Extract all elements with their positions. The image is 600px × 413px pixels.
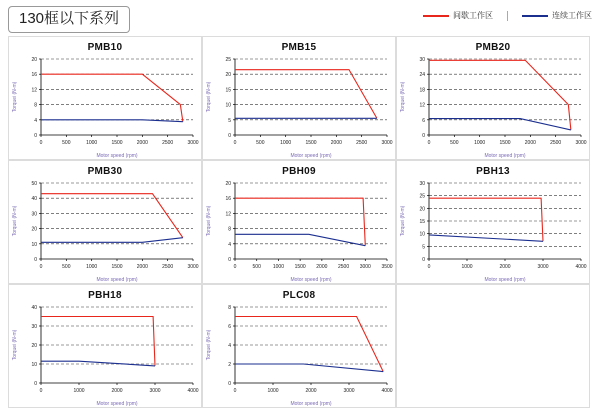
svg-text:12: 12 xyxy=(419,102,425,109)
svg-text:1500: 1500 xyxy=(111,140,123,146)
chart-cell-plc08 xyxy=(202,284,396,408)
svg-text:1000: 1000 xyxy=(86,264,98,270)
chart-plot xyxy=(9,161,203,285)
svg-text:3000: 3000 xyxy=(187,264,199,270)
svg-text:30: 30 xyxy=(31,211,37,218)
svg-text:4000: 4000 xyxy=(187,388,199,394)
svg-text:Torquei (N-m): Torquei (N-m) xyxy=(400,81,406,113)
chart-cell-pmb10 xyxy=(8,36,202,160)
svg-text:16: 16 xyxy=(31,72,37,79)
svg-text:4: 4 xyxy=(228,241,231,248)
svg-text:Motor speed (rpm): Motor speed (rpm) xyxy=(290,153,332,159)
svg-text:12: 12 xyxy=(31,87,37,94)
svg-text:Torquei (N-m): Torquei (N-m) xyxy=(12,81,18,113)
svg-text:0: 0 xyxy=(228,381,231,387)
svg-text:10: 10 xyxy=(31,362,37,368)
chart-title: PMB30 xyxy=(87,166,123,177)
chart-title: PMB10 xyxy=(87,42,123,53)
svg-text:500: 500 xyxy=(256,140,265,146)
svg-text:0: 0 xyxy=(34,133,37,139)
svg-text:12: 12 xyxy=(225,211,231,218)
svg-text:3000: 3000 xyxy=(381,140,393,146)
svg-text:0: 0 xyxy=(422,257,425,263)
chart-cell-pmb30 xyxy=(8,160,202,284)
svg-text:2000: 2000 xyxy=(136,140,148,146)
chart-cell-empty xyxy=(396,284,590,408)
svg-text:0: 0 xyxy=(34,257,37,263)
svg-text:1000: 1000 xyxy=(280,140,292,146)
svg-text:500: 500 xyxy=(62,264,71,270)
chart-title: PBH18 xyxy=(88,290,122,301)
legend-swatch-continuous xyxy=(522,15,548,17)
svg-text:2: 2 xyxy=(228,362,231,368)
legend-swatch-intermittent xyxy=(423,15,449,17)
svg-text:0: 0 xyxy=(39,140,43,146)
svg-text:25: 25 xyxy=(419,193,425,200)
svg-text:2000: 2000 xyxy=(111,388,123,394)
svg-text:1000: 1000 xyxy=(86,140,98,146)
svg-text:0: 0 xyxy=(233,264,237,270)
svg-text:0: 0 xyxy=(39,264,43,270)
svg-text:2500: 2500 xyxy=(338,264,350,270)
svg-text:20: 20 xyxy=(225,181,231,187)
svg-text:2500: 2500 xyxy=(550,140,562,146)
chart-plot xyxy=(203,161,397,285)
svg-text:1000: 1000 xyxy=(272,264,284,270)
chart-plot xyxy=(203,285,397,409)
chart-grid xyxy=(8,36,592,408)
svg-text:0: 0 xyxy=(422,133,425,139)
page-title: 130框以下系列 xyxy=(8,6,130,33)
svg-text:0: 0 xyxy=(427,264,431,270)
svg-text:30: 30 xyxy=(31,324,37,330)
svg-text:30: 30 xyxy=(419,57,425,63)
chart-title: PMB15 xyxy=(281,42,317,53)
svg-text:500: 500 xyxy=(62,140,71,146)
svg-text:20: 20 xyxy=(31,226,37,233)
svg-text:10: 10 xyxy=(31,241,37,248)
chart-cell-pbh09 xyxy=(202,160,396,284)
chart-cell-pmb15 xyxy=(202,36,396,160)
legend-item-continuous xyxy=(522,10,592,21)
svg-text:1500: 1500 xyxy=(305,140,317,146)
page-header xyxy=(0,0,600,32)
svg-text:24: 24 xyxy=(419,72,425,79)
chart-title: PLC08 xyxy=(282,290,316,301)
svg-text:50: 50 xyxy=(31,181,37,187)
svg-text:1000: 1000 xyxy=(474,140,486,146)
svg-text:0: 0 xyxy=(34,381,37,387)
svg-text:16: 16 xyxy=(225,196,231,203)
svg-text:1500: 1500 xyxy=(294,264,306,270)
chart-title: PMB20 xyxy=(475,42,511,53)
svg-text:2500: 2500 xyxy=(162,264,174,270)
svg-text:2500: 2500 xyxy=(356,140,368,146)
legend xyxy=(423,10,592,21)
svg-text:3000: 3000 xyxy=(187,140,199,146)
svg-text:Torquei (N-m): Torquei (N-m) xyxy=(12,205,18,237)
svg-text:500: 500 xyxy=(252,264,261,270)
svg-text:Motor speed (rpm): Motor speed (rpm) xyxy=(484,277,526,283)
svg-text:40: 40 xyxy=(31,305,37,311)
svg-text:500: 500 xyxy=(450,140,459,146)
chart-plot xyxy=(203,37,397,161)
svg-text:8: 8 xyxy=(228,305,231,311)
svg-text:3000: 3000 xyxy=(537,264,549,270)
svg-text:0: 0 xyxy=(233,388,237,394)
chart-cell-pbh13 xyxy=(396,160,590,284)
svg-text:2000: 2000 xyxy=(330,140,342,146)
legend-item-intermittent xyxy=(423,10,493,21)
svg-text:1500: 1500 xyxy=(499,140,511,146)
svg-text:30: 30 xyxy=(419,181,425,187)
svg-text:3000: 3000 xyxy=(575,140,587,146)
svg-text:2500: 2500 xyxy=(162,140,174,146)
svg-text:0: 0 xyxy=(228,133,231,139)
svg-text:3000: 3000 xyxy=(359,264,371,270)
svg-text:4000: 4000 xyxy=(381,388,393,394)
svg-text:10: 10 xyxy=(225,102,231,109)
chart-plot xyxy=(397,37,591,161)
chart-cell-pbh18 xyxy=(8,284,202,408)
svg-text:2000: 2000 xyxy=(136,264,148,270)
svg-text:15: 15 xyxy=(419,219,425,225)
svg-text:20: 20 xyxy=(31,57,37,63)
svg-text:2000: 2000 xyxy=(499,264,511,270)
svg-text:2000: 2000 xyxy=(524,140,536,146)
svg-text:1000: 1000 xyxy=(461,264,473,270)
svg-text:15: 15 xyxy=(225,87,231,94)
svg-text:3000: 3000 xyxy=(149,388,161,394)
svg-text:4: 4 xyxy=(34,117,37,124)
svg-text:0: 0 xyxy=(233,140,237,146)
svg-text:6: 6 xyxy=(228,324,231,330)
svg-text:Motor speed (rpm): Motor speed (rpm) xyxy=(484,153,526,159)
chart-title: PBH13 xyxy=(476,166,510,177)
svg-text:18: 18 xyxy=(419,87,425,94)
svg-text:0: 0 xyxy=(228,257,231,263)
svg-text:Motor speed (rpm): Motor speed (rpm) xyxy=(290,277,332,283)
svg-text:Torquei (N-m): Torquei (N-m) xyxy=(206,81,212,113)
svg-text:Motor speed (rpm): Motor speed (rpm) xyxy=(96,153,138,159)
legend-label-continuous: 连续工作区 xyxy=(552,11,592,20)
svg-text:6: 6 xyxy=(422,117,425,124)
svg-text:20: 20 xyxy=(419,206,425,213)
legend-divider xyxy=(507,11,508,21)
svg-text:40: 40 xyxy=(31,196,37,203)
svg-text:Motor speed (rpm): Motor speed (rpm) xyxy=(96,401,138,407)
svg-text:3000: 3000 xyxy=(343,388,355,394)
svg-text:Motor speed (rpm): Motor speed (rpm) xyxy=(96,277,138,283)
svg-text:20: 20 xyxy=(31,343,37,349)
chart-title: PBH09 xyxy=(282,166,316,177)
svg-text:3500: 3500 xyxy=(381,264,393,270)
svg-text:Torquei (N-m): Torquei (N-m) xyxy=(12,329,18,361)
svg-text:Torquei (N-m): Torquei (N-m) xyxy=(206,329,212,361)
svg-text:10: 10 xyxy=(419,231,425,238)
svg-text:25: 25 xyxy=(225,57,231,63)
legend-label-intermittent: 间歇工作区 xyxy=(453,11,493,20)
svg-text:2000: 2000 xyxy=(305,388,317,394)
svg-text:5: 5 xyxy=(228,117,231,124)
chart-plot xyxy=(9,37,203,161)
svg-text:20: 20 xyxy=(225,72,231,79)
chart-cell-pmb20 xyxy=(396,36,590,160)
chart-plot xyxy=(397,161,591,285)
svg-text:1500: 1500 xyxy=(111,264,123,270)
svg-text:8: 8 xyxy=(228,226,231,233)
svg-text:2000: 2000 xyxy=(316,264,328,270)
svg-text:Torquei (N-m): Torquei (N-m) xyxy=(400,205,406,237)
svg-text:Motor speed (rpm): Motor speed (rpm) xyxy=(290,401,332,407)
svg-text:Torquei (N-m): Torquei (N-m) xyxy=(206,205,212,237)
svg-text:5: 5 xyxy=(422,244,425,251)
svg-text:4: 4 xyxy=(228,343,231,349)
svg-text:4000: 4000 xyxy=(575,264,587,270)
svg-text:0: 0 xyxy=(427,140,431,146)
svg-text:1000: 1000 xyxy=(73,388,85,394)
svg-text:1000: 1000 xyxy=(267,388,279,394)
chart-plot xyxy=(9,285,203,409)
svg-text:8: 8 xyxy=(34,102,37,109)
svg-text:0: 0 xyxy=(39,388,43,394)
